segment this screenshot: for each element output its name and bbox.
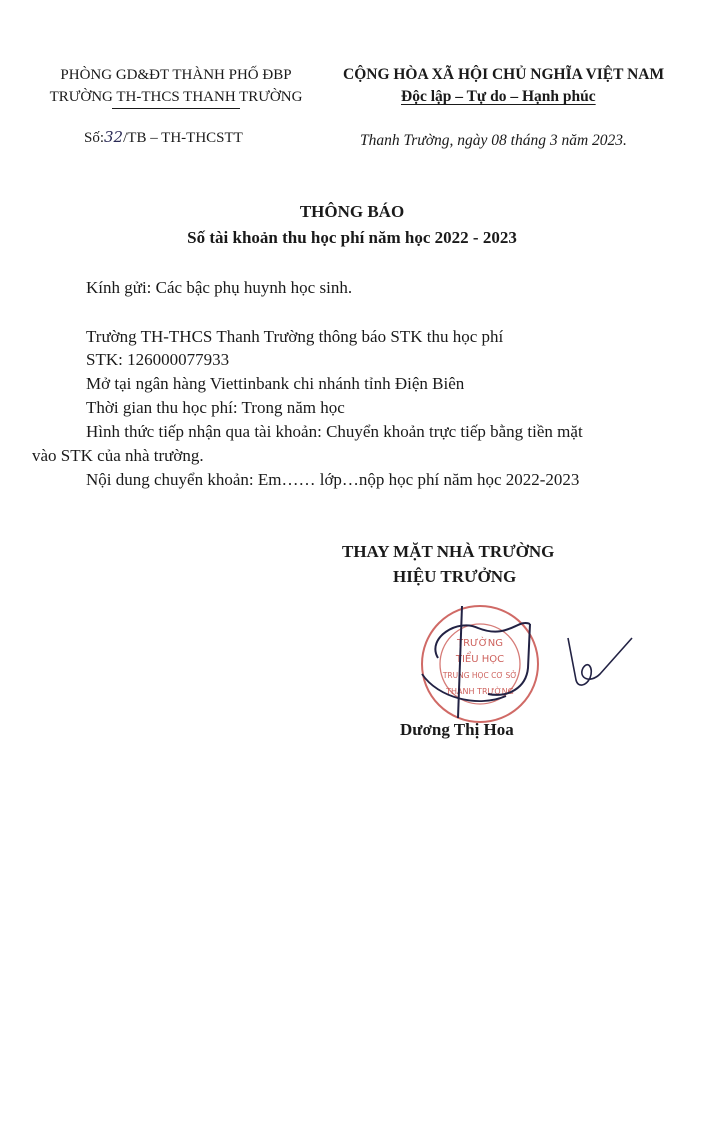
payment-method-cont: vào STK của nhà trường.: [32, 446, 204, 465]
national-motto: Độc lập – Tự do – Hạnh phúc: [401, 88, 596, 105]
account-number: STK: 126000077933: [86, 350, 230, 369]
document-subtitle: Số tài khoản thu học phí năm học 2022 - 2023: [187, 228, 517, 247]
signer-name: Dương Thị Hoa: [400, 720, 514, 739]
transfer-content: Nội dung chuyển khoản: Em…… lớp…nộp học phí năm học 2022-2023: [86, 470, 580, 489]
place-date: Thanh Trường, ngày 08 tháng 3 năm 2023.: [360, 132, 627, 149]
seal-and-signature-icon: [418, 598, 648, 728]
body-line-1: Trường TH-THCS Thanh Trường thông báo STK thu học phí: [86, 327, 504, 346]
svg-text:TIỂU HỌC: TIỂU HỌC: [455, 654, 505, 665]
official-seal: [418, 598, 648, 728]
collection-time: Thời gian thu học phí: Trong năm học: [86, 398, 345, 417]
bank-info: Mở tại ngân hàng Viettinbank chi nhánh tỉnh Điện Biên: [86, 374, 465, 393]
document-title: THÔNG BÁO: [299, 202, 405, 221]
document-number: [84, 128, 243, 147]
school-name-text: TRƯỜNG TH-THCS THANH TRƯỜNG: [49, 89, 303, 105]
agency-name: PHÒNG GD&ĐT THÀNH PHỐ ĐBP: [60, 67, 292, 83]
svg-text:TRUNG HỌC CƠ SỞ: TRUNG HỌC CƠ SỞ: [442, 671, 518, 680]
document-number-suffix: /TB – TH-THCSTT: [123, 130, 243, 146]
country-name: CỘNG HÒA XÃ HỘI CHỦ NGHĨA VIỆT NAM: [343, 66, 665, 83]
school-name: [0, 86, 352, 108]
payment-method: Hình thức tiếp nhận qua tài khoản: Chuyển khoản trực tiếp bằng tiền mặt: [86, 422, 583, 441]
document-number-prefix: Số:: [84, 130, 105, 146]
signature-title: HIỆU TRƯỞNG: [393, 567, 517, 586]
svg-text:TRƯỜNG: TRƯỜNG: [457, 638, 503, 649]
greeting: Kính gửi: Các bậc phụ huynh học sinh.: [86, 278, 353, 297]
signature-on-behalf: THAY MẶT NHÀ TRƯỜNG: [342, 542, 555, 561]
svg-text:THANH TRƯỜNG: THANH TRƯỜNG: [446, 687, 514, 696]
school-name-rule: [112, 108, 240, 109]
handwritten-number: 32: [104, 128, 124, 146]
